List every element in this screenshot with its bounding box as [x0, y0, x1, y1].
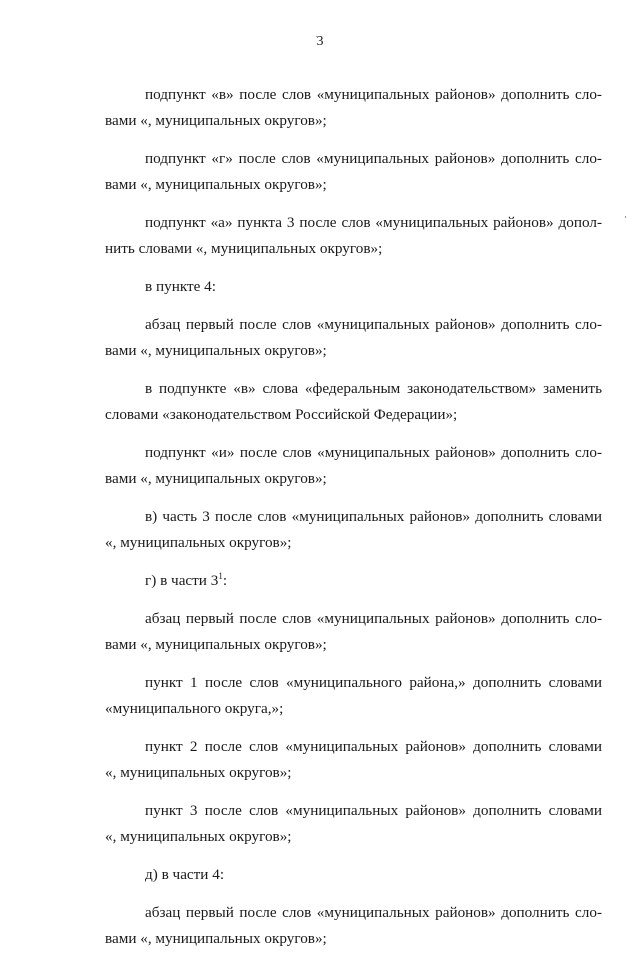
paragraph: [105, 900, 602, 952]
paragraph-line: подпункт «а» пункта 3 после слов «муниципальных районов» допол-: [145, 214, 602, 231]
document-body: [105, 82, 602, 964]
paragraph: [105, 606, 602, 658]
paragraph-line: вами «, муниципальных округов»;: [105, 176, 327, 193]
paragraph-line: подпункт «и» после слов «муниципальных районов» дополнить сло-: [145, 444, 602, 461]
paragraph-line: вами «, муниципальных округов»;: [105, 636, 327, 653]
paragraph-line: «, муниципальных округов»;: [105, 534, 292, 551]
paragraph: [105, 568, 602, 594]
paragraph-line: в подпункте «в» слова «федеральным законодательством» заменить: [145, 380, 602, 397]
paragraph: д) в части 4:: [145, 866, 225, 883]
paragraph: [105, 82, 602, 134]
paragraph-line: «, муниципальных округов»;: [105, 764, 292, 781]
paragraph-line: «муниципального округа,»;: [105, 700, 284, 717]
paragraph-line: «, муниципальных округов»;: [105, 828, 292, 845]
paragraph: [105, 504, 602, 556]
paragraph-line: вами «, муниципальных округов»;: [105, 342, 327, 359]
paragraph: [105, 670, 602, 722]
paragraph: [105, 440, 602, 492]
superscript: 1: [218, 571, 223, 581]
paragraph-line: пункт 3 после слов «муниципальных районов» дополнить словами: [145, 802, 602, 819]
paragraph-line: подпункт «г» после слов «муниципальных районов» дополнить сло-: [145, 150, 602, 167]
paragraph: [105, 734, 602, 786]
paragraph-line: пункт 2 после слов «муниципальных районов» дополнить словами: [145, 738, 602, 755]
paragraph-line: в) часть 3 после слов «муниципальных районов» дополнить словами: [145, 508, 602, 525]
paragraph-text: г) в части 3: [145, 572, 219, 589]
scan-speck: [625, 216, 626, 218]
paragraph: [105, 146, 602, 198]
paragraph-text: :: [222, 572, 228, 589]
paragraph-line: абзац первый после слов «муниципальных районов» дополнить сло-: [145, 316, 602, 333]
paragraph-line: абзац первый после слов «муниципальных районов» дополнить сло-: [145, 904, 602, 921]
paragraph: [105, 312, 602, 364]
page-number: 3: [316, 34, 324, 49]
paragraph-line: словами «законодательством Российской Федерации»;: [105, 406, 458, 423]
paragraph-line: подпункт «в» после слов «муниципальных районов» дополнить сло-: [145, 86, 602, 103]
paragraph: [105, 798, 602, 850]
paragraph: [105, 376, 602, 428]
paragraph-line: пункт 1 после слов «муниципального района,» дополнить словами: [145, 674, 602, 691]
scan-speck: [316, 36, 317, 37]
paragraph-line: нить словами «, муниципальных округов»;: [105, 240, 383, 257]
paragraph: [105, 210, 602, 262]
paragraph-line: вами «, муниципальных округов»;: [105, 930, 327, 947]
paragraph-line: вами «, муниципальных округов»;: [105, 470, 327, 487]
paragraph: в пункте 4:: [145, 278, 216, 295]
paragraph-line: абзац первый после слов «муниципальных районов» дополнить сло-: [145, 610, 602, 627]
paragraph-line: вами «, муниципальных округов»;: [105, 112, 327, 129]
